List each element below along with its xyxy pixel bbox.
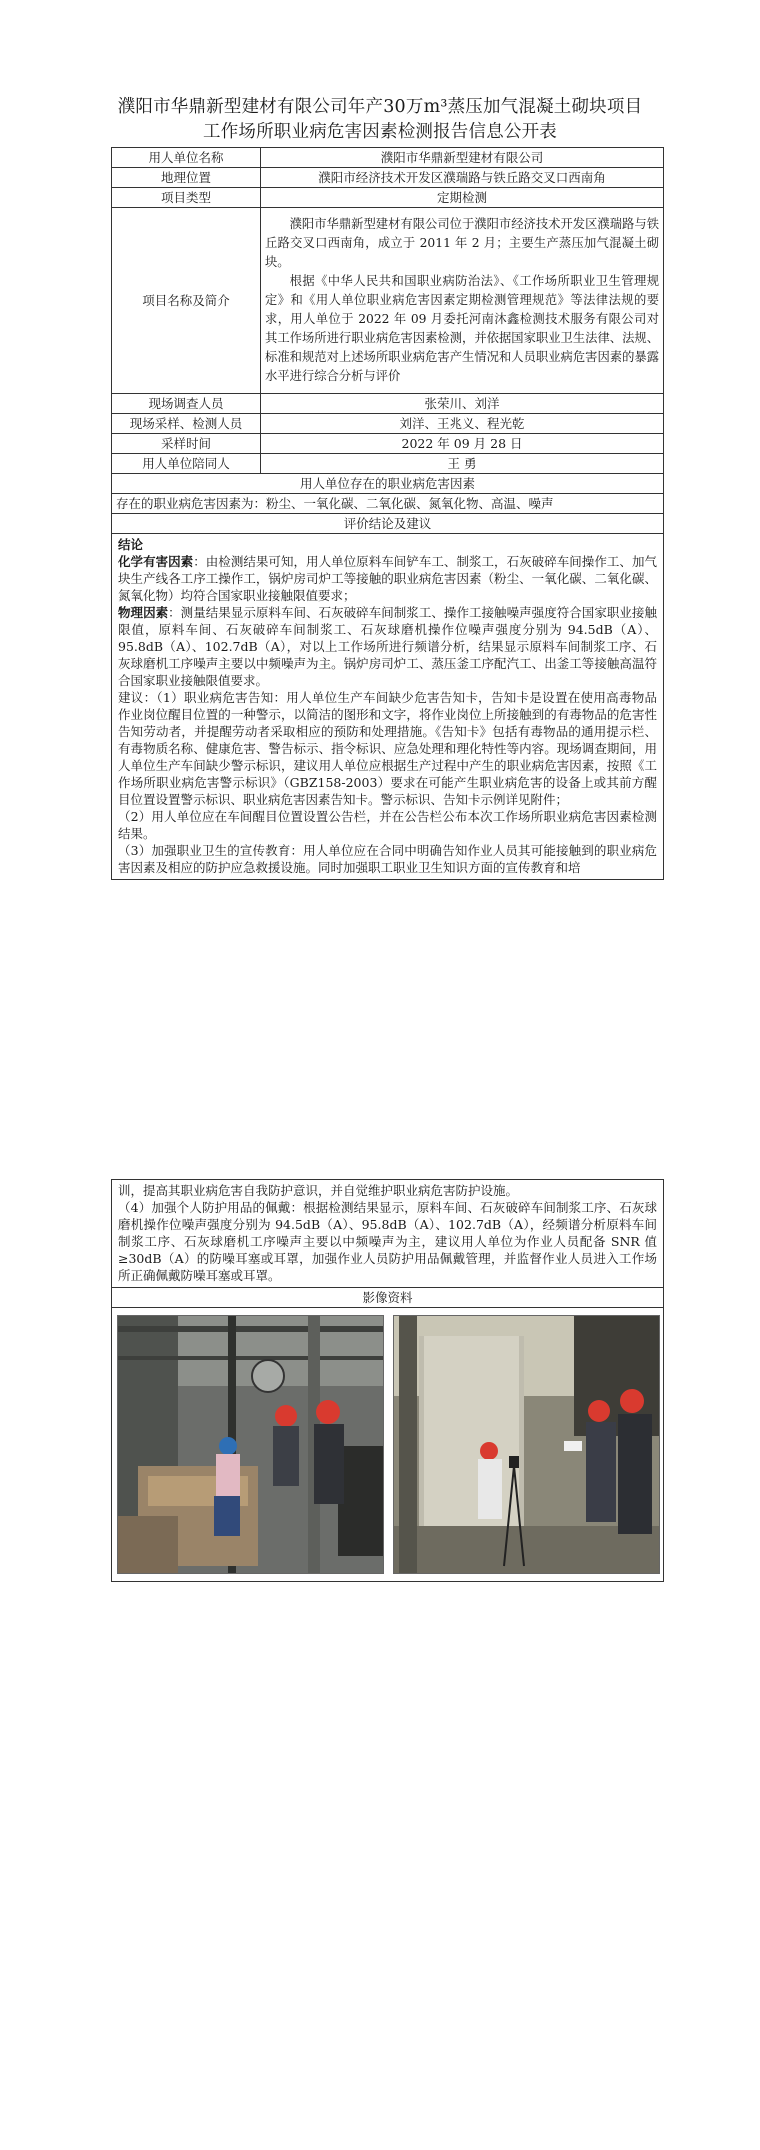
table-row	[112, 494, 664, 514]
site-photo-1	[117, 1315, 384, 1574]
continuation-cell	[112, 1180, 664, 1288]
table-row	[112, 148, 664, 168]
project-type-label: 项目类型	[112, 188, 261, 208]
table-row	[112, 434, 664, 454]
project-type-value: 定期检测	[261, 188, 664, 208]
hazard-header: 用人单位存在的职业病危害因素	[112, 474, 664, 494]
suggestion-2: （2）用人单位应在车间醒目位置设置公告栏，并在公告栏公布本次工作场所职业病危害因素检测结果。	[118, 809, 657, 841]
hazard-list: 存在的职业病危害因素为：粉尘、一氧化碳、二氧化碳、氮氧化物、高温、噪声	[112, 494, 664, 514]
table-row	[112, 454, 664, 474]
table-row	[112, 414, 664, 434]
table-row	[112, 474, 664, 494]
evaluation-header: 评价结论及建议	[112, 514, 664, 534]
images-cell	[112, 1308, 664, 1582]
table-row	[112, 1180, 664, 1288]
sampling-time-value: 2022 年 09 月 28 日	[261, 434, 664, 454]
suggestion-3-part-1: （3）加强职业卫生的宣传教育：用人单位应在合同中明确告知作业人员其可能接触到的职业病危害因素及相应的防护应急救援设施。同时加强职工职业卫生知识方面的宣传教育和培	[118, 843, 657, 875]
info-table	[111, 147, 664, 880]
table-row	[112, 168, 664, 188]
doc-title-line-2: 工作场所职业病危害因素检测报告信息公开表	[203, 122, 557, 142]
chemical-factors-text: ：由检测结果可知，用人单位原料车间铲车工、制浆工，石灰破碎车间操作工、加气块生产线各工序工操作工，锅炉房司炉工等接触的职业病危害因素（粉尘、一氧化碳、二氧化碳、氮氧化物）均符合国家职业接触限值要求；	[118, 554, 657, 603]
table-row	[112, 208, 664, 394]
table-row	[112, 534, 664, 880]
survey-staff-label: 现场调查人员	[112, 394, 261, 414]
location-label: 地理位置	[112, 168, 261, 188]
site-photo-2	[393, 1315, 660, 1574]
images-header: 影像资料	[112, 1288, 664, 1308]
project-intro-para-2: 根据《中华人民共和国职业病防治法》、《工作场所职业卫生管理规定》和《用人单位职业病危害因素定期检测管理规范》等法律法规的要求，用人单位于 2022 年 09 月委托河南沐鑫检测技术服务有限公司对其工作场所进行职业病危害因素检测，并依据国家职业卫生法律、法规、标准和规范对上述场所职业病危害产生情况和人员职业病危害因素的暴露水平进行综合分析与评价	[265, 274, 659, 383]
physical-factors-heading: 物理因素	[118, 605, 169, 620]
project-intro-para-1: 濮阳市华鼎新型建材有限公司位于濮阳市经济技术开发区濮瑞路与铁丘路交叉口西南角，成立于 2011 年 2 月；主要生产蒸压加气混凝土砌块。	[265, 217, 659, 269]
continuation-table	[111, 1179, 664, 1582]
survey-staff-value: 张荣川、刘洋	[261, 394, 664, 414]
project-intro-cell	[261, 208, 664, 394]
physical-factors-text: ：测量结果显示原料车间、石灰破碎车间制浆工、操作工接触噪声强度符合国家职业接触限值，原料车间、石灰破碎车间制浆工、石灰球磨机操作位噪声强度分别为 94.5dB（A）、95.8dB（A）、102.7dB（A），对以上工作场所进行频谱分析，结果显示原料车间制浆工序、石灰球磨机工序噪声主要以中频噪声为主。锅炉房司炉工、蒸压釜工序配汽工、出釜工等接触高温符合国家职业接触限值要求。	[118, 605, 657, 688]
escort-label: 用人单位陪同人	[112, 454, 261, 474]
conclusion-title: 结论	[118, 537, 144, 552]
doc-title-line-1: 濮阳市华鼎新型建材有限公司年产30万m³蒸压加气混凝土砌块项目	[117, 97, 643, 117]
sampling-time-label: 采样时间	[112, 434, 261, 454]
location-value: 濮阳市经济技术开发区濮瑞路与铁丘路交叉口西南角	[261, 168, 664, 188]
conclusion-cell	[112, 534, 664, 880]
table-row	[112, 514, 664, 534]
suggestion-3-part-2: 训，提高其职业病危害自我防护意识，并自觉维护职业病危害防护设施。	[118, 1183, 519, 1198]
suggestion-4: （4）加强个人防护用品的佩戴：根据检测结果显示，原料车间、石灰破碎车间制浆工序、石灰球磨机操作位噪声强度分别为 94.5dB（A）、95.8dB（A）、102.7dB（A），经频谱分析原料车间制浆工序、石灰球磨机工序噪声主要以中频噪声为主，建议用人单位为作业人员配备 SNR 值≥30dB（A）的防噪耳塞或耳罩，加强作业人员防护用品佩戴管理，并监督作业人员进入工作场所正确佩戴防噪耳塞或耳罩。	[118, 1200, 657, 1283]
employer-name-label: 用人单位名称	[112, 148, 261, 168]
escort-value: 王 勇	[261, 454, 664, 474]
chemical-factors-heading: 化学有害因素	[118, 554, 194, 569]
project-intro-label: 项目名称及简介	[112, 208, 261, 394]
sampling-staff-value: 刘洋、王兆义、程光乾	[261, 414, 664, 434]
table-row	[112, 188, 664, 208]
sampling-staff-label: 现场采样、检测人员	[112, 414, 261, 434]
table-row	[112, 394, 664, 414]
table-row	[112, 1308, 664, 1582]
table-row	[112, 1288, 664, 1308]
employer-name-value: 濮阳市华鼎新型建材有限公司	[261, 148, 664, 168]
suggestion-1: 建议：（1）职业病危害告知：用人单位生产车间缺少危害告知卡，告知卡是设置在使用高毒物品作业岗位醒目位置的一种警示，以简洁的图形和文字，将作业岗位上所接触到的有毒物品的危害性告知劳动者，并提醒劳动者采取相应的预防和处理措施。《告知卡》包括有毒物品的通用提示栏、有毒物质名称、健康危害、警告标示、指令标识、应急处理和理化特性等内容。现场调查期间，用人单位生产车间缺少警示标识，建议用人单位应根据生产过程中产生的职业病危害因素，按照《工作场所职业病危害警示标识》（GBZ158-2003）要求在可能产生职业病危害的设备上或其前方醒目位置设置警示标识、职业病危害因素告知卡。警示标识、告知卡示例详见附件；	[118, 690, 657, 807]
